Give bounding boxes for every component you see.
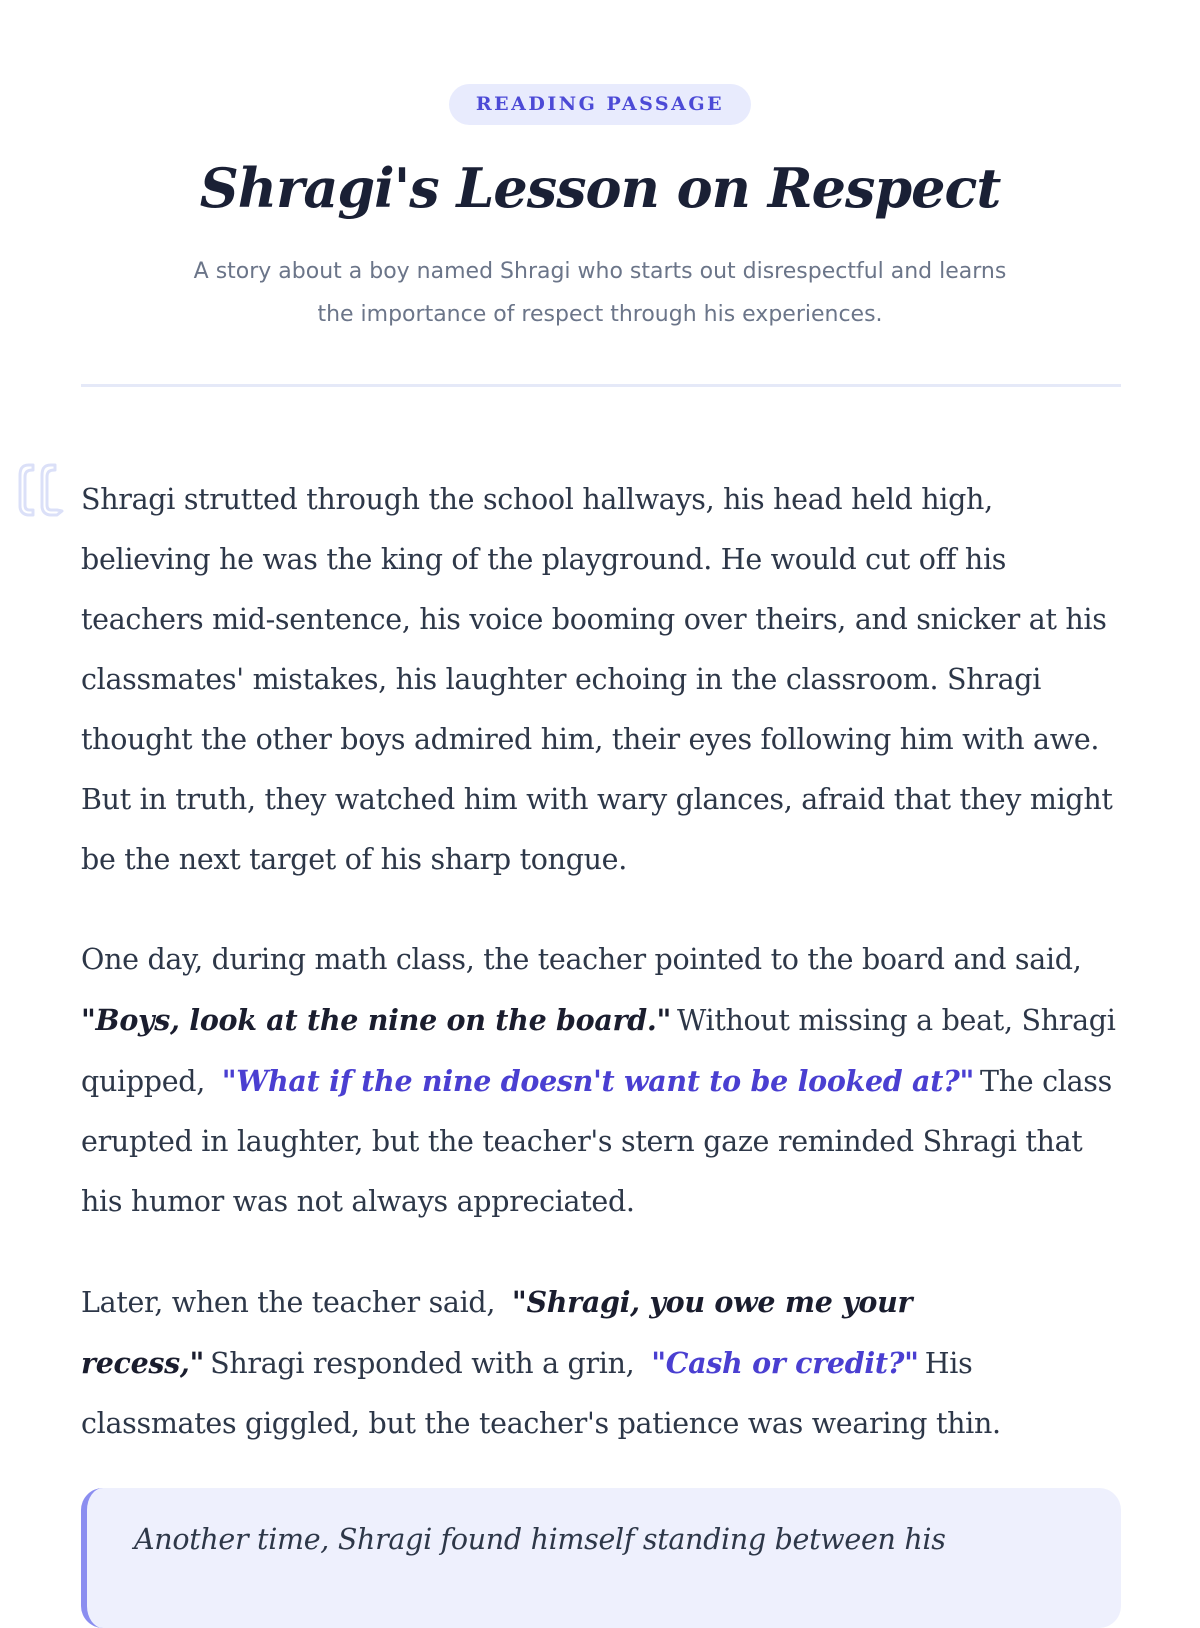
paragraph-3-text-a: Later, when the teacher said, xyxy=(81,1286,496,1319)
passage-header xyxy=(0,0,1200,336)
paragraph-2-text-b: Without missing a beat, Shragi quipped, xyxy=(81,1004,1116,1098)
paragraph-2-text-c: The class erupted in laughter, but the teacher's stern gaze reminded Shragi that his humor was not always appreciated. xyxy=(81,1065,1112,1218)
shragi-quote-nine: "What if the nine doesn't want to be looked at?" xyxy=(221,1064,975,1098)
story-paragraph-2 xyxy=(81,930,1121,1232)
teacher-quote-recess: "Shragi, you owe me your recess," xyxy=(81,1285,913,1380)
quote-mark-icon xyxy=(16,462,66,518)
story-paragraph-3 xyxy=(81,1272,1121,1454)
story-body xyxy=(81,470,1121,1494)
paragraph-3-text-b: Shragi responded with a grin, xyxy=(210,1347,635,1380)
page-title: Shragi's Lesson on Respect xyxy=(199,156,1001,220)
reading-passage-badge: READING PASSAGE xyxy=(449,84,751,125)
header-divider xyxy=(81,384,1121,387)
story-paragraph-1: Shragi strutted through the school hallways, his head held high, believing he was the king of the playground. He would cut off his teachers mid-sentence, his voice booming over theirs, and snicker at his classmates' mistakes, his laughter echoing in the classroom. Shragi thought the other boys admired him, their eyes following him with awe. But in truth, they watched him with wary glances, afraid that they might be the next target of his sharp tongue. xyxy=(81,483,1113,876)
page-subtitle: A story about a boy named Shragi who starts out disrespectful and learns the importance of respect through his experiences. xyxy=(193,259,1007,327)
callout-box xyxy=(81,1488,1121,1628)
teacher-quote-nine: "Boys, look at the nine on the board." xyxy=(81,1003,672,1037)
callout-text: Another time, Shragi found himself standing between his xyxy=(134,1523,946,1556)
paragraph-2-text-a: One day, during math class, the teacher pointed to the board and said, xyxy=(81,943,1082,976)
paragraph-3-text-c: His classmates giggled, but the teacher's patience was wearing thin. xyxy=(81,1347,1001,1440)
shragi-quote-cash: "Cash or credit?" xyxy=(651,1346,919,1380)
